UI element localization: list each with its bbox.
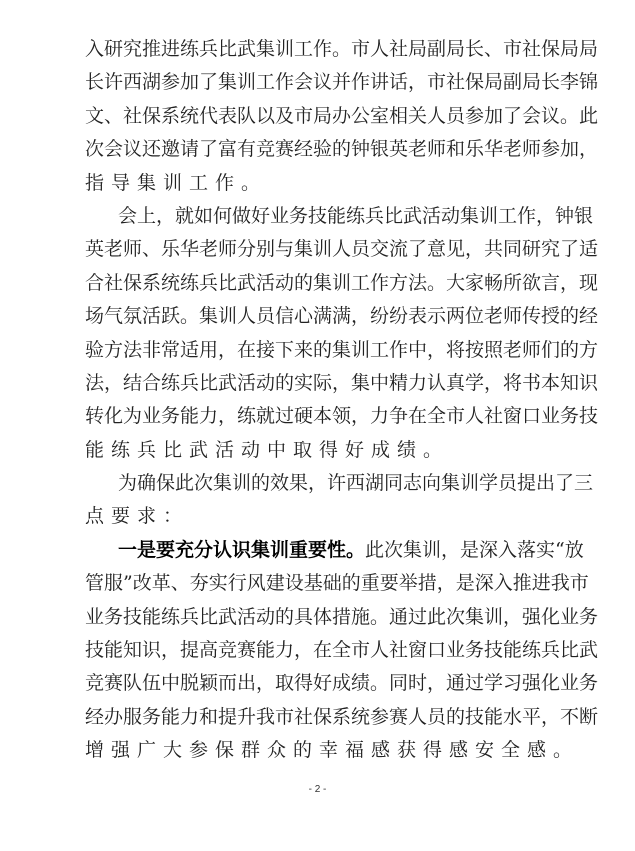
text-line: 入研究推进练兵比武集训工作。市人社局副局长、市社保局局	[85, 38, 599, 60]
text-line: 次会议还邀请了富有竞赛经验的钟银英老师和乐华老师参加，	[85, 138, 599, 161]
line-text: 此次集训，是深入落实“放	[365, 538, 584, 561]
text-line: 经办服务能力和提升我市社保系统参赛人员的技能水平，不断	[85, 705, 599, 728]
text-line: 竞赛队伍中脱颖而出，取得好成绩。同时，通过学习强化业务	[85, 672, 599, 695]
text-line: 会上，就如何做好业务技能练兵比武活动集训工作，钟银	[118, 204, 594, 227]
text-line: 业务技能练兵比武活动的具体措施。通过此次集训，强化业务	[85, 605, 599, 628]
text-line: 合社保系统练兵比武活动的集训工作方法。大家畅所欲言，现	[85, 271, 599, 294]
text-line	[85, 534, 584, 567]
text-line: 转化为业务能力，练就过硬本领，力争在全市人社窗口业务技	[85, 405, 599, 428]
paragraph	[85, 534, 599, 768]
document-body	[85, 33, 599, 768]
text-line: 法，结合练兵比武活动的实际，集中精力认真学，将书本知识	[85, 371, 599, 394]
paragraph	[85, 467, 594, 534]
paragraph	[85, 200, 599, 467]
text-line: 技能知识，提高竞赛能力，在全市人社窗口业务技能练兵比武	[85, 639, 599, 662]
text-line: 英老师、乐华老师分别与集训人员交流了意见，共同研究了适	[85, 238, 599, 261]
page-number: - 2 -	[308, 784, 327, 795]
text-line: 能练兵比武活动中取得好成绩。	[85, 438, 450, 461]
text-line: 为确保此次集训的效果，许西湖同志向集训学员提出了三	[118, 472, 594, 495]
text-line: 长许西湖参加了集训工作会议并作讲话，市社保局副局长李锦	[85, 71, 599, 94]
text-line: 管服”改革、夯实行风建设基础的重要举措，是深入推进我市	[85, 572, 589, 595]
text-line: 场气氛活跃。集训人员信心满满，纷纷表示两位老师传授的经	[85, 305, 599, 328]
bold-lead: 一是要充分认识集训重要性。	[118, 538, 366, 561]
text-line: 增强广大参保群众的幸福感获得感安全感。	[85, 739, 580, 762]
text-line: 验方法非常适用，在接下来的集训工作中，将按照老师们的方	[85, 338, 599, 361]
paragraph	[85, 33, 599, 200]
text-line: 文、社保系统代表队以及市局办公室相关人员参加了会议。此	[85, 104, 599, 127]
text-line: 指导集训工作。	[85, 171, 268, 194]
text-line: 点要求：	[85, 505, 190, 528]
